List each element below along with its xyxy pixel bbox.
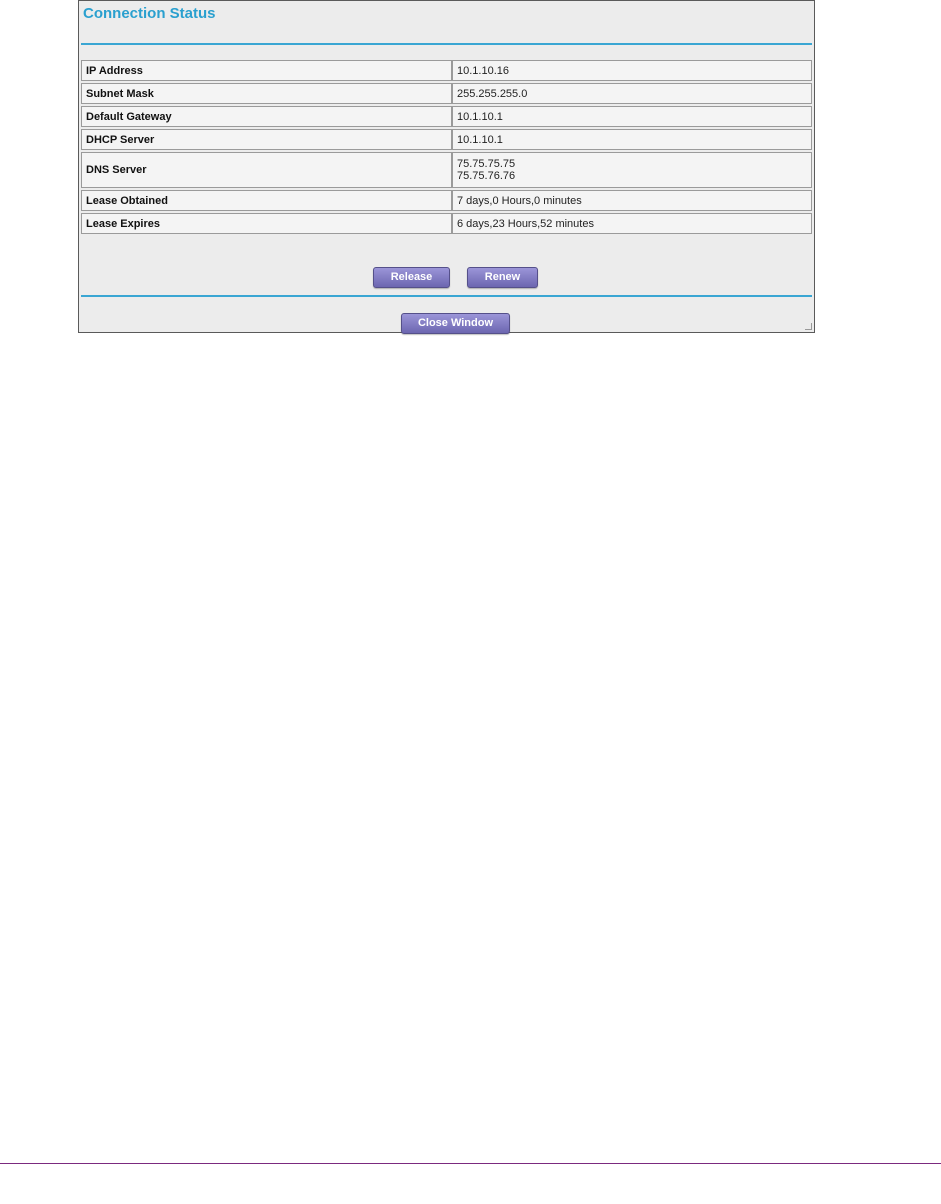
footer-divider xyxy=(81,295,812,297)
release-button[interactable]: Release xyxy=(373,267,450,288)
ip-address-value: 10.1.10.16 xyxy=(452,60,812,81)
table-row xyxy=(81,129,812,150)
page-footer-rule xyxy=(0,1163,941,1164)
close-window-button[interactable]: Close Window xyxy=(401,313,510,334)
subnet-mask-value: 255.255.255.0 xyxy=(452,83,812,104)
dns-server-secondary: 75.75.76.76 xyxy=(457,170,516,182)
dns-server-value xyxy=(452,152,812,188)
table-row xyxy=(81,83,812,104)
default-gateway-label: Default Gateway xyxy=(81,106,452,127)
dns-server-label: DNS Server xyxy=(81,152,452,188)
table-row xyxy=(81,152,812,188)
connection-status-table xyxy=(81,58,812,236)
lease-obtained-label: Lease Obtained xyxy=(81,190,452,211)
default-gateway-value: 10.1.10.1 xyxy=(452,106,812,127)
table-row xyxy=(81,106,812,127)
title-divider xyxy=(81,43,812,45)
lease-obtained-value: 7 days,0 Hours,0 minutes xyxy=(452,190,812,211)
table-row xyxy=(81,213,812,234)
page-title: Connection Status xyxy=(83,5,216,22)
dhcp-server-value: 10.1.10.1 xyxy=(452,129,812,150)
table-row xyxy=(81,60,812,81)
dns-server-primary: 75.75.75.75 xyxy=(457,158,516,170)
lease-expires-value: 6 days,23 Hours,52 minutes xyxy=(452,213,812,234)
renew-button[interactable]: Renew xyxy=(467,267,538,288)
table-row xyxy=(81,190,812,211)
subnet-mask-label: Subnet Mask xyxy=(81,83,452,104)
resize-grip-icon[interactable] xyxy=(805,323,812,330)
dhcp-server-label: DHCP Server xyxy=(81,129,452,150)
ip-address-label: IP Address xyxy=(81,60,452,81)
lease-expires-label: Lease Expires xyxy=(81,213,452,234)
connection-status-window xyxy=(78,0,815,333)
